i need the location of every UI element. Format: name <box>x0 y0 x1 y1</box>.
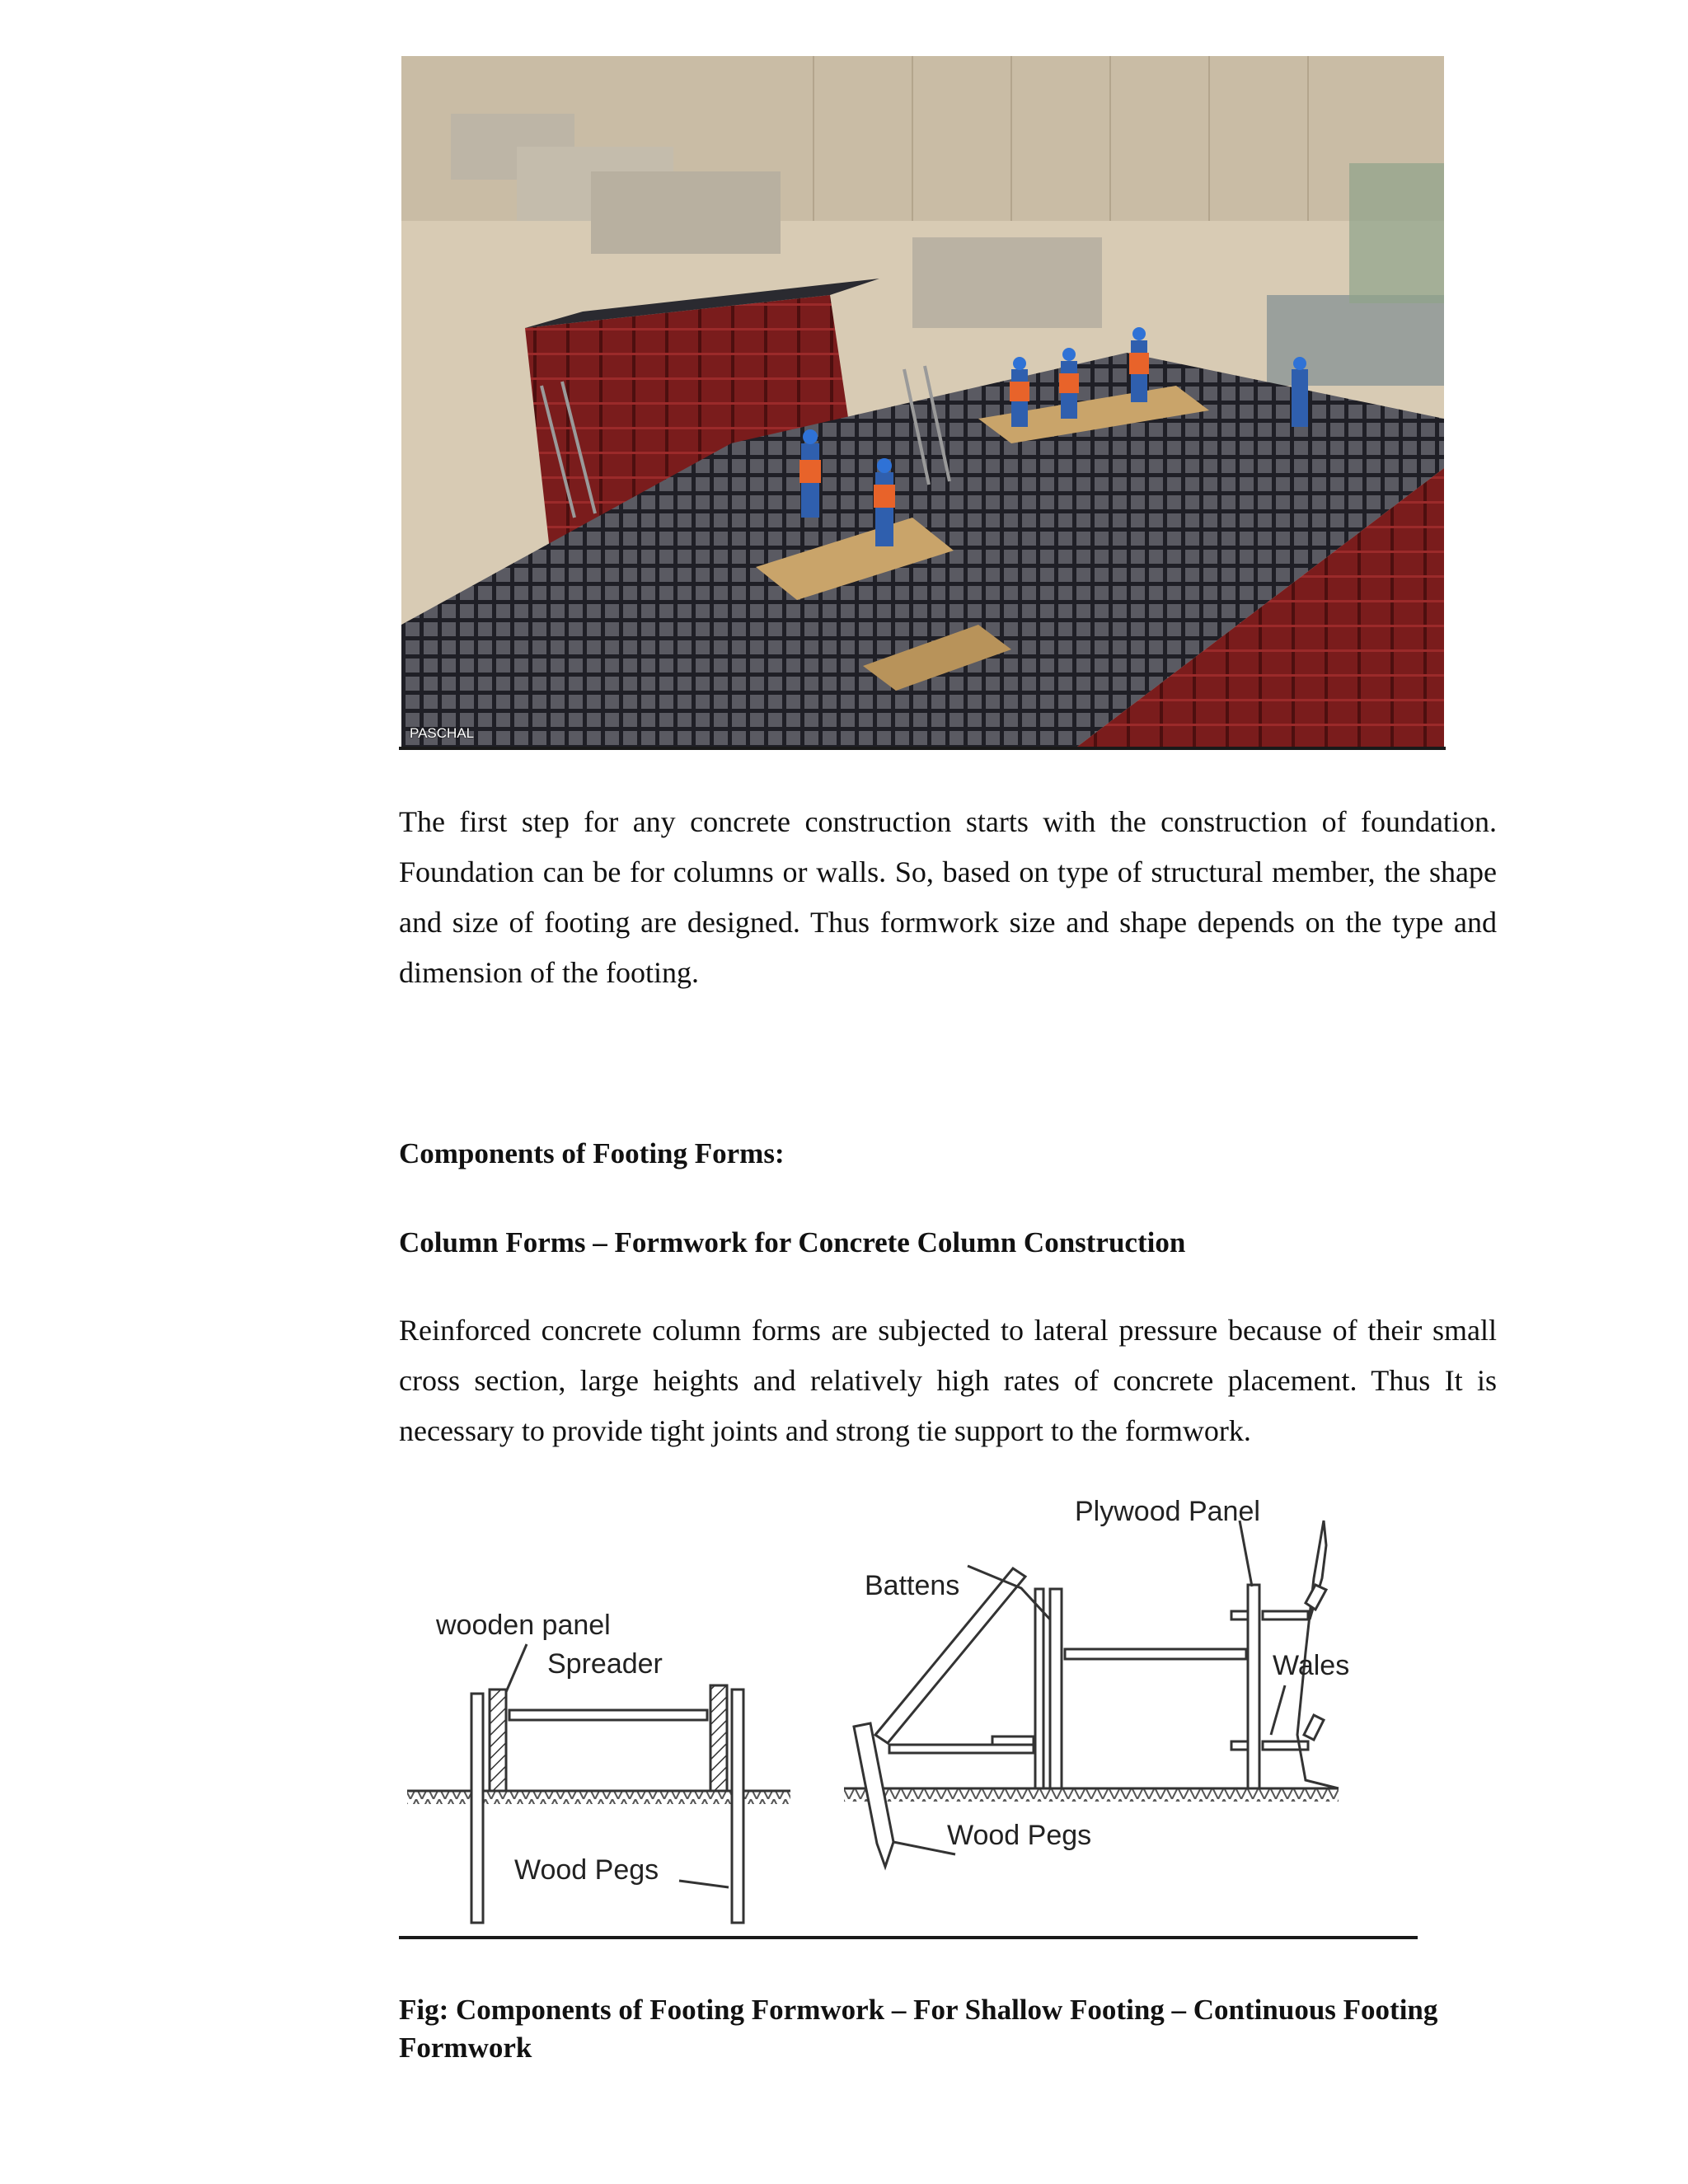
footing-formwork-diagram <box>399 1488 1462 1929</box>
label-plywood-panel: Plywood Panel <box>1075 1496 1260 1527</box>
diagram-drawing <box>399 1488 1462 1929</box>
label-wood-pegs-right: Wood Pegs <box>947 1820 1092 1851</box>
label-wooden-panel: wooden panel <box>436 1610 611 1641</box>
photo-divider <box>399 747 1446 750</box>
label-wales: Wales <box>1273 1650 1350 1681</box>
construction-site-photo <box>401 56 1444 747</box>
label-wood-pegs-left: Wood Pegs <box>514 1854 659 1886</box>
label-spreader: Spreader <box>547 1648 663 1680</box>
column-forms-heading: Column Forms – Formwork for Concrete Column Construction <box>399 1226 1186 1258</box>
intro-paragraph: The first step for any concrete construction starts with the construction of foundation. Foundation can be for columns or walls. So, based on type of structural member, the shape and size of footing are designed. Thus formwork size and shape depends on the type and dimension of the footing. <box>399 805 1497 989</box>
label-battens: Battens <box>865 1570 960 1601</box>
diagram-divider <box>399 1936 1418 1939</box>
photo-illustration <box>401 56 1444 747</box>
photo-watermark: PASCHAL <box>410 725 475 741</box>
components-heading: Components of Footing Forms: <box>399 1137 785 1169</box>
column-forms-paragraph: Reinforced concrete column forms are subjected to lateral pressure because of their small cross section, large heights and relatively high rates of concrete placement. Thus It is necessary to provide tight joints and strong tie support to the formwork. <box>399 1314 1497 1447</box>
figure-caption: Fig: Components of Footing Formwork – For Shallow Footing – Continuous Footing Formwork <box>399 1994 1438 2064</box>
